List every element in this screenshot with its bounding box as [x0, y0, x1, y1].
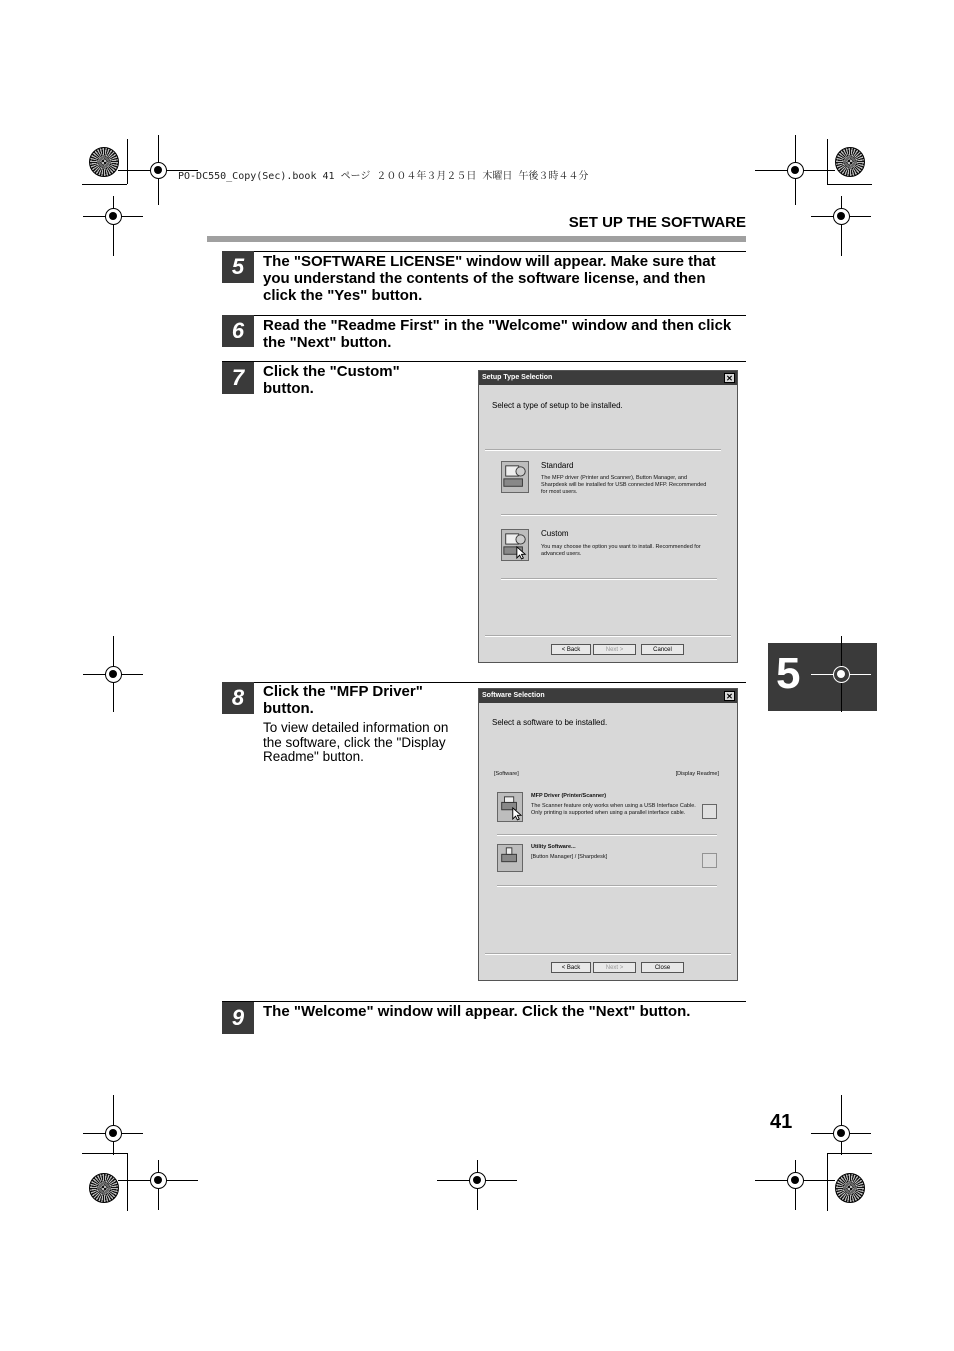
readme-icon[interactable]	[702, 804, 717, 819]
step-text: Click the "Custom" button.	[263, 363, 400, 397]
standard-label: Standard	[541, 461, 574, 470]
back-button[interactable]: < Back	[551, 644, 591, 655]
computer-setup-icon	[502, 530, 528, 560]
mfp-driver-description: The Scanner feature only works when using a USB Interface Cable. Only printing is supported when using a parallel interface cable.	[531, 803, 696, 816]
color-target-top-right	[835, 147, 865, 177]
step-number: 9	[222, 1002, 254, 1034]
standard-description: The MFP driver (Printer and Scanner), Button Manager, and Sharpdesk will be installed for USB connected MFP. Recommended for most users.	[541, 475, 707, 495]
step-number: 7	[222, 362, 254, 394]
computer-setup-icon	[498, 845, 522, 871]
utility-software-label: Utility Software...	[531, 844, 576, 850]
next-button[interactable]: Next >	[593, 962, 636, 973]
step-note: To view detailed information on the software, click the "Display Readme" button.	[263, 720, 449, 764]
close-button[interactable]: Close	[641, 962, 684, 973]
mfp-driver-label: MFP Driver (Printer/Scanner)	[531, 793, 607, 799]
step-text: The "Welcome" window will appear. Click the "Next" button.	[263, 1003, 691, 1020]
divider	[501, 578, 717, 580]
custom-label: Custom	[541, 529, 569, 538]
step-divider	[222, 315, 746, 316]
dialog-titlebar	[479, 371, 737, 385]
divider	[497, 834, 717, 836]
step-text: Click the "MFP Driver" button.	[263, 683, 423, 717]
setup-type-dialog	[478, 370, 738, 663]
close-icon[interactable]: ✕	[724, 691, 735, 701]
crop-mark	[827, 139, 828, 184]
standard-setup-button[interactable]	[501, 461, 529, 493]
divider	[497, 885, 717, 887]
crop-mark	[82, 184, 127, 185]
crop-mark	[827, 1153, 828, 1211]
next-button[interactable]: Next >	[593, 644, 636, 655]
step-text: Read the "Readme First" in the "Welcome" window and then click the "Next" button.	[263, 317, 732, 351]
printer-icon	[498, 793, 522, 821]
crop-mark	[827, 184, 872, 185]
page-number: 41	[770, 1111, 793, 1133]
software-selection-dialog	[478, 688, 738, 981]
pointer-cursor-icon	[513, 808, 521, 820]
divider	[485, 635, 731, 637]
step-number: 5	[222, 251, 254, 283]
utility-software-description: [Button Manager] / [Sharpdesk]	[531, 854, 608, 860]
chapter-number: 5	[776, 649, 801, 698]
color-target-bottom-left	[89, 1173, 119, 1203]
dialog-prompt: Select a type of setup to be installed.	[492, 401, 623, 410]
dialog-titlebar	[479, 689, 737, 703]
section-title-bar	[207, 236, 746, 242]
dialog-title: Setup Type Selection	[482, 374, 553, 381]
close-icon[interactable]: ✕	[724, 373, 735, 383]
dialog-title: Software Selection	[482, 692, 545, 699]
divider	[485, 953, 731, 955]
custom-setup-button[interactable]	[501, 529, 529, 561]
divider	[485, 449, 721, 451]
computer-setup-icon	[502, 462, 528, 492]
readme-column-label: [Display Readme]	[675, 771, 719, 777]
step-text: The "SOFTWARE LICENSE" window will appear. Make sure that you understand the contents of the software license, and then click the "Yes" button.	[263, 253, 716, 304]
print-header: PO-DC550_Copy(Sec).book 41 ページ ２００４年３月２５日 木曜日 午後３時４４分	[178, 171, 589, 182]
mfp-driver-button[interactable]	[497, 792, 523, 822]
custom-description: You may choose the option you want to install. Recommended for advanced users.	[541, 544, 701, 557]
step-divider	[222, 361, 746, 362]
step-divider	[222, 251, 746, 252]
divider	[501, 514, 717, 516]
color-target-top-left	[89, 147, 119, 177]
step-number: 8	[222, 682, 254, 714]
color-target-bottom-right	[835, 1173, 865, 1203]
cancel-button[interactable]: Cancel	[641, 644, 684, 655]
crop-mark	[127, 1153, 128, 1211]
step-number: 6	[222, 315, 254, 347]
software-column-label: [Software]	[494, 771, 519, 777]
crop-mark	[827, 1153, 872, 1154]
crop-mark	[127, 139, 128, 184]
crop-mark	[82, 1153, 127, 1154]
dialog-prompt: Select a software to be installed.	[492, 718, 608, 727]
back-button[interactable]: < Back	[551, 962, 591, 973]
readme-icon[interactable]	[702, 853, 717, 868]
utility-software-button[interactable]	[497, 844, 523, 872]
chapter-tab	[768, 643, 877, 711]
section-title: SET UP THE SOFTWARE	[568, 214, 746, 231]
step-divider	[222, 1001, 746, 1002]
